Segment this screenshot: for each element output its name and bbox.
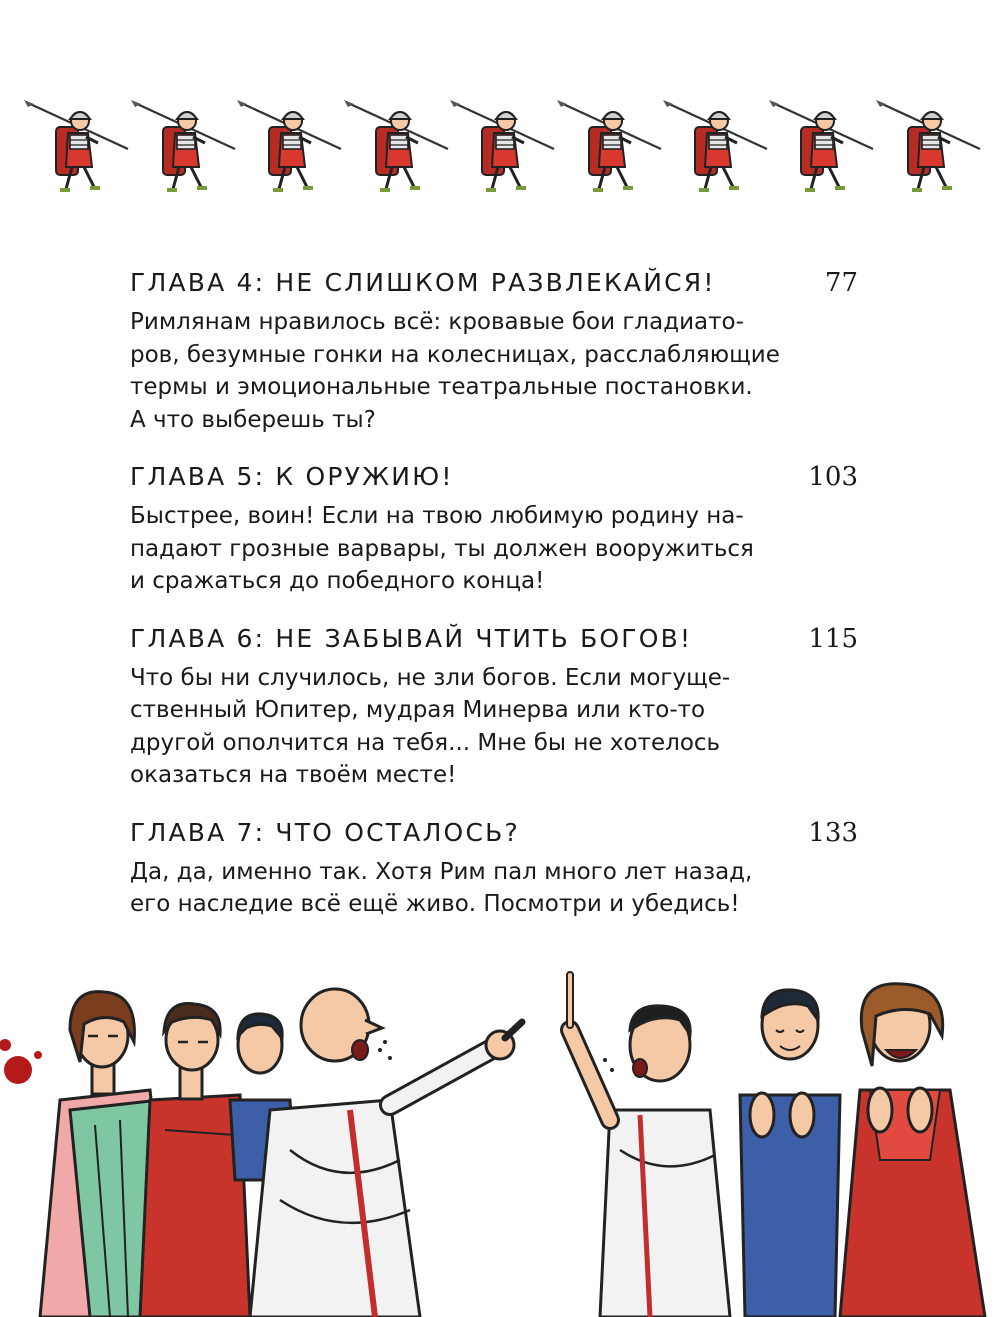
description-line: Быстрее, воин! Если на твою любимую родину на- (130, 503, 744, 529)
roman-legionary-icon (24, 92, 132, 202)
roman-legionary-icon (663, 92, 771, 202)
roman-legionary-icon (237, 92, 345, 202)
chapter-title: ГЛАВА 4: НЕ СЛИШКОМ РАЗВЛЕКАЙСЯ! (130, 268, 716, 297)
laughing-woman-figure (840, 984, 985, 1317)
chapter-page-number: 115 (808, 623, 858, 654)
chapter-title: ГЛАВА 6: НЕ ЗАБЫВАЙ ЧТИТЬ БОГОВ! (130, 623, 693, 653)
description-line: другой ополчится на тебя... Мне бы не хотелось (130, 729, 721, 756)
roman-legionary-icon (876, 92, 984, 202)
roman-legionary-icon (344, 92, 452, 202)
chapter-description (130, 500, 860, 598)
bald-senator-figure (250, 989, 522, 1317)
chapter-entry[interactable] (130, 624, 860, 792)
chapter-entry[interactable] (130, 818, 860, 921)
soldier-border (24, 92, 984, 202)
chapter-title: ГЛАВА 5: К ОРУЖИЮ! (130, 462, 454, 491)
chapter-description (130, 662, 860, 792)
chapter-page-number: 133 (808, 817, 858, 848)
chapter-entry[interactable] (130, 268, 860, 436)
chapter-title: ГЛАВА 7: ЧТО ОСТАЛОСЬ? (130, 817, 520, 847)
roman-legionary-icon (769, 92, 877, 202)
chapter-description (130, 856, 860, 921)
description-line: термы и эмоциональные театральные постановки. (130, 374, 753, 400)
description-line: ров, безумные гонки на колесницах, расслабляющие (130, 341, 780, 368)
roman-legionary-icon (131, 92, 239, 202)
roman-legionary-icon (557, 92, 665, 202)
description-line: Римлянам нравилось всё: кровавые бои гладиато- (130, 309, 744, 335)
chapter-page-number: 77 (824, 268, 858, 298)
table-of-contents (130, 268, 860, 947)
description-line: ственный Юпитер, мудрая Минерва или кто-то (130, 697, 706, 723)
shouting-senator-figure (570, 975, 730, 1317)
description-line: Что бы ни случилось, не зли богов. Если могуще- (130, 664, 731, 691)
clapping-man-figure (740, 990, 840, 1317)
roman-citizens-arguing-illustration (0, 950, 1000, 1317)
description-line: его наследие всё ещё живо. Посмотри и убедись! (130, 891, 740, 917)
description-line: Да, да, именно так. Хотя Рим пал много лет назад, (130, 858, 753, 885)
chapter-description (130, 306, 860, 436)
description-line: падают грозные варвары, ты должен вооружиться (130, 535, 754, 562)
roman-legionary-icon (450, 92, 558, 202)
blood-splatter (0, 1039, 42, 1084)
chapter-entry[interactable] (130, 462, 860, 598)
description-line: А что выберешь ты? (130, 406, 376, 433)
description-line: и сражаться до победного конца! (130, 568, 545, 594)
description-line: оказаться на твоём месте! (130, 762, 457, 788)
chapter-page-number: 103 (808, 462, 858, 492)
